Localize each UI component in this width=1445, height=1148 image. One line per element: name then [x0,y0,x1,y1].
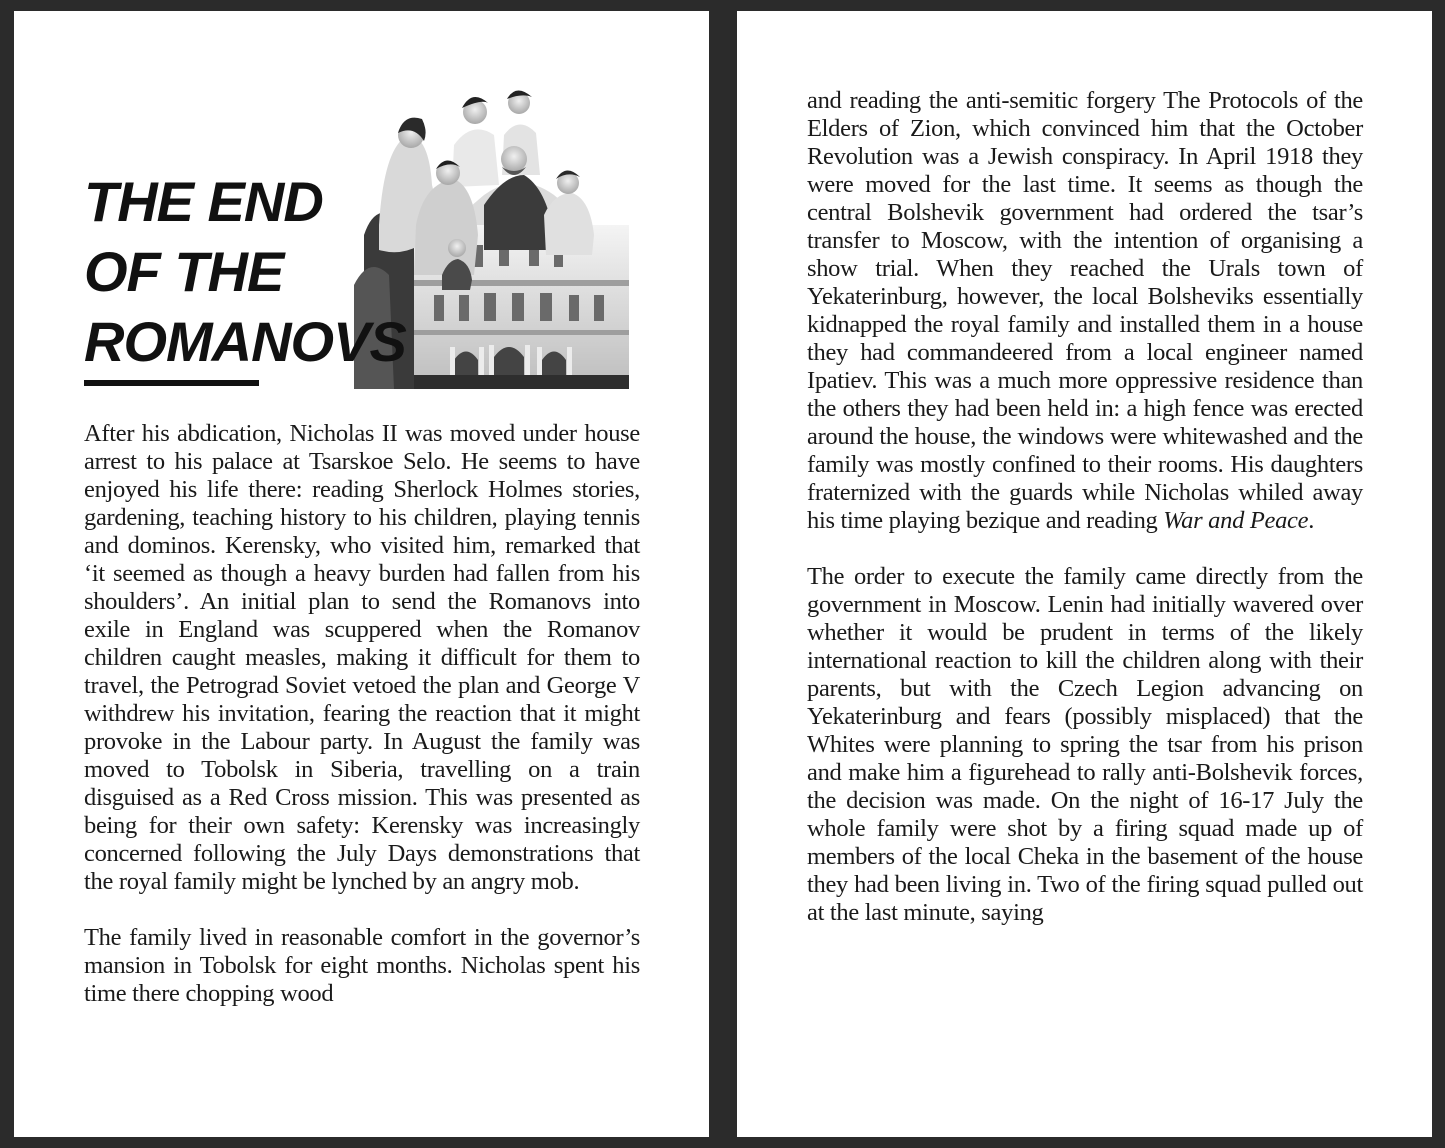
book-title-war-and-peace: War and Peace [1163,507,1309,534]
article-title-line-2: OF THE [84,240,284,303]
body-paragraph: The order to execute the family came directly from the government in Moscow. Lenin had initially wavered over whether it would be prudent in terms of the likely international reaction to kill the children along with their parents, but with the Czech Legion advancing on Yekaterinburg and fears (possibly misplaced) that the Whites were planning to spring the tsar from his prison and make him a figurehead to rally anti-Bolshevik forces, the decision was made. On the night of 16-17 July the whole family were shot by a firing squad made up of members of the local Cheka in the basement of the house they had been living in. Two of the firing squad pulled out at the last minute, saying [807,563,1363,926]
right-body-text [807,87,1363,927]
body-paragraph: The family lived in reasonable comfort in the governor’s mansion in Tobolsk for eight months. Nicholas spent his time there chopping wood [84,924,640,1007]
paragraph-end: . [1308,507,1315,534]
article-title-line-3: ROMANOVS [84,310,406,373]
body-paragraph [807,87,1363,535]
right-page [737,11,1432,1137]
paragraph-text: and reading the anti-semitic forgery The Protocols of the Elders of Zion, which convinced him that the October Revolution was a Jewish conspiracy. In April 1918 they were moved for the last time. It seems as though the central Bolshevik government had ordered the tsar’s transfer to Moscow, with the intention of organising a show trial. When they reached the Urals town of Yekaterinburg, however, the local Bolsheviks essentially kidnapped the royal family and installed them in a house they had commandeered from a local engineer named Ipatiev. This was a much more oppressive residence than the others they had been held in: a high fence was erected around the house, the windows were whitewashed and the family was mostly confined to their rooms. His daughters fraternized with the guards while Nicholas whiled away his time playing bezique and reading [807,87,1363,534]
title-underline [84,380,259,386]
left-page [14,11,709,1137]
body-paragraph: After his abdication, Nicholas II was moved under house arrest to his palace at Tsarskoe Selo. He seems to have enjoyed his life there: reading Sherlock Holmes stories, gardening, teaching history to his children, playing tennis and dominos. Kerensky, who visited him, remarked that ‘it seemed as though a heavy burden had fallen from his shoulders’. An initial plan to send the Romanovs into exile in England was scuppered when the Romanov children caught measles, making it difficult for them to travel, the Petrograd Soviet vetoed the plan and George V withdrew his invitation, fearing the reaction that it might provoke in the Labour party. In August the family was moved to Tobolsk in Siberia, travelling on a train disguised as a Red Cross mission. This was presented as being for their own safety: Kerensky was increasingly concerned following the July Days demonstrations that the royal family might be lynched by an angry mob. [84,420,640,895]
article-title-line-1: THE END [84,170,323,233]
left-body-text [84,420,640,1008]
